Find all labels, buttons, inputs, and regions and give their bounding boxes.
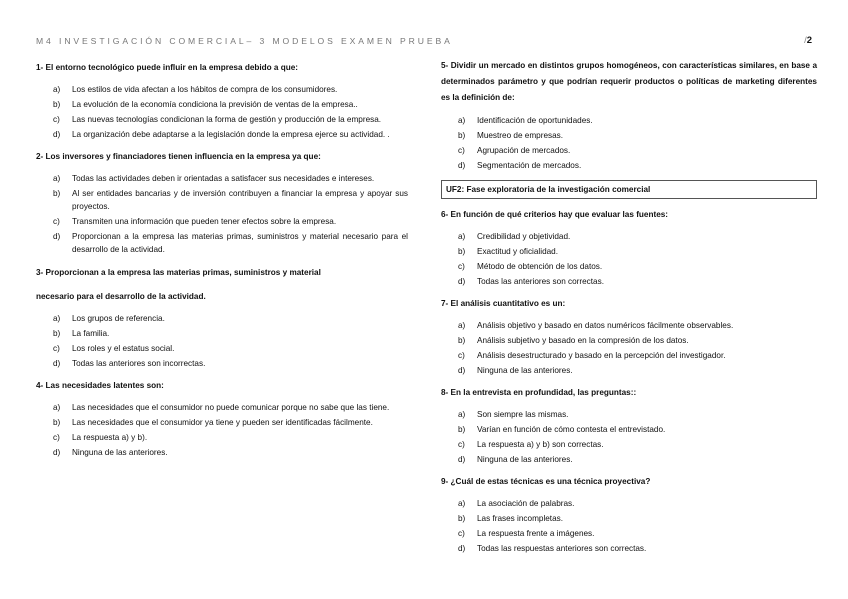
option-letter: a) bbox=[53, 85, 61, 94]
option-text: Todas las anteriores son incorrectas. bbox=[72, 359, 206, 368]
option-letter: a) bbox=[458, 116, 466, 125]
option-letter: b) bbox=[458, 131, 466, 140]
option-letter: b) bbox=[458, 336, 466, 345]
option-text: Análisis objetivo y basado en datos numéricos fácilmente observables. bbox=[477, 321, 734, 330]
option-text: Análisis desestructurado y basado en la percepción del investigador. bbox=[477, 351, 726, 360]
option-text: Transmiten una información que pueden tener efectos sobre la empresa. bbox=[72, 217, 337, 226]
option-letter: a) bbox=[458, 232, 466, 241]
option-8a bbox=[441, 408, 817, 421]
question-2-options bbox=[36, 172, 408, 256]
question-5: 5- Dividir un mercado en distintos grupos homogéneos, con características similares, en base a determinados parámetro y que podrían requerir productos o políticas de marketing diferentes es la definición de: bbox=[441, 61, 817, 102]
option-letter: d) bbox=[53, 359, 61, 368]
section-heading-uf2: UF2: Fase exploratoria de la investigación comercial bbox=[441, 180, 817, 199]
left-column bbox=[36, 61, 408, 459]
option-6d bbox=[441, 275, 817, 288]
option-letter: a) bbox=[458, 410, 466, 419]
option-text: Los estilos de vida afectan a los hábitos de compra de los consumidores. bbox=[72, 85, 338, 94]
page-header bbox=[36, 36, 812, 50]
option-letter: a) bbox=[53, 403, 61, 412]
option-text: La asociación de palabras. bbox=[477, 499, 575, 508]
option-letter: a) bbox=[53, 314, 61, 323]
option-letter: c) bbox=[53, 433, 60, 442]
option-letter: d) bbox=[53, 130, 61, 139]
option-text: Proporcionan a la empresa las materias primas, suministros y material necesario para el desarrollo de la actividad. bbox=[72, 232, 408, 254]
option-letter: b) bbox=[458, 425, 466, 434]
option-text: Los roles y el estatus social. bbox=[72, 344, 175, 353]
option-8c bbox=[441, 438, 817, 451]
option-7c bbox=[441, 349, 817, 362]
option-text: Son siempre las mismas. bbox=[477, 410, 569, 419]
question-9-options bbox=[441, 497, 817, 555]
option-letter: d) bbox=[53, 448, 61, 457]
option-letter: b) bbox=[458, 514, 466, 523]
option-2c bbox=[36, 215, 408, 228]
option-text: Segmentación de mercados. bbox=[477, 161, 582, 170]
question-6: 6- En función de qué criterios hay que evaluar las fuentes: bbox=[441, 210, 669, 219]
option-8b bbox=[441, 423, 817, 436]
option-9b bbox=[441, 512, 817, 525]
option-2a bbox=[36, 172, 408, 185]
option-text: Las frases incompletas. bbox=[477, 514, 564, 523]
question-7: 7- El análisis cuantitativo es un: bbox=[441, 299, 566, 308]
question-3-options bbox=[36, 312, 408, 370]
option-3a bbox=[36, 312, 408, 325]
option-text: La organización debe adaptarse a la legislación donde la empresa ejerce su actividad. . bbox=[72, 130, 390, 139]
option-5d bbox=[441, 159, 817, 172]
question-8-options bbox=[441, 408, 817, 466]
option-letter: d) bbox=[458, 366, 466, 375]
option-letter: c) bbox=[458, 351, 465, 360]
question-3-line-1: 3- Proporcionan a la empresa las materias primas, suministros y material bbox=[36, 268, 321, 277]
option-text: Todas las anteriores son correctas. bbox=[477, 277, 604, 286]
question-4: 4- Las necesidades latentes son: bbox=[36, 381, 164, 390]
option-letter: d) bbox=[53, 232, 61, 241]
question-4-options bbox=[36, 401, 408, 459]
option-text: Las necesidades que el consumidor ya tiene y pueden ser identificadas fácilmente. bbox=[72, 418, 373, 427]
option-9d bbox=[441, 542, 817, 555]
option-7a bbox=[441, 319, 817, 332]
option-text: Todas las respuestas anteriores son correctas. bbox=[477, 544, 647, 553]
option-4d bbox=[36, 446, 408, 459]
option-text: La evolución de la economía condiciona la previsión de ventas de la empresa.. bbox=[72, 100, 358, 109]
option-text: La respuesta a) y b). bbox=[72, 433, 148, 442]
question-7-options bbox=[441, 319, 817, 377]
option-letter: a) bbox=[458, 499, 466, 508]
option-text: Método de obtención de los datos. bbox=[477, 262, 603, 271]
option-letter: b) bbox=[458, 247, 466, 256]
option-letter: a) bbox=[458, 321, 466, 330]
option-letter: d) bbox=[458, 277, 466, 286]
option-letter: b) bbox=[53, 418, 61, 427]
option-text: Varían en función de cómo contesta el entrevistado. bbox=[477, 425, 666, 434]
option-2b bbox=[36, 187, 408, 213]
question-8: 8- En la entrevista en profundidad, las preguntas:: bbox=[441, 388, 637, 397]
option-letter: c) bbox=[458, 529, 465, 538]
option-letter: d) bbox=[458, 544, 466, 553]
option-2d bbox=[36, 230, 408, 256]
option-text: Exactitud y oficialidad. bbox=[477, 247, 559, 256]
question-6-options bbox=[441, 230, 817, 288]
option-text: La respuesta frente a imágenes. bbox=[477, 529, 595, 538]
option-3d bbox=[36, 357, 408, 370]
option-letter: b) bbox=[53, 100, 61, 109]
option-text: La respuesta a) y b) son correctas. bbox=[477, 440, 604, 449]
question-5-options bbox=[441, 114, 817, 172]
option-text: Muestreo de empresas. bbox=[477, 131, 564, 140]
option-letter: c) bbox=[458, 262, 465, 271]
option-3c bbox=[36, 342, 408, 355]
option-letter: d) bbox=[458, 455, 466, 464]
option-text: Ninguna de las anteriores. bbox=[477, 455, 573, 464]
page-number bbox=[804, 35, 812, 46]
option-text: Al ser entidades bancarias y de inversión contribuyen a financiar la empresa y apoyar sus proyectos. bbox=[72, 189, 408, 211]
page-number-value: 2 bbox=[806, 35, 812, 46]
option-4b bbox=[36, 416, 408, 429]
option-9a bbox=[441, 497, 817, 510]
option-1d bbox=[36, 128, 408, 141]
option-6c bbox=[441, 260, 817, 273]
right-column bbox=[441, 61, 817, 555]
page-slash: / bbox=[804, 35, 807, 46]
question-2: 2- Los inversores y financiadores tienen influencia en la empresa ya que: bbox=[36, 152, 321, 161]
option-text: Identificación de oportunidades. bbox=[477, 116, 593, 125]
option-7b bbox=[441, 334, 817, 347]
option-letter: c) bbox=[53, 344, 60, 353]
question-1: 1- El entorno tecnológico puede influir en la empresa debido a que: bbox=[36, 63, 299, 72]
option-letter: d) bbox=[458, 161, 466, 170]
option-1c bbox=[36, 113, 408, 126]
option-8d bbox=[441, 453, 817, 466]
option-6a bbox=[441, 230, 817, 243]
option-letter: c) bbox=[458, 146, 465, 155]
option-5a bbox=[441, 114, 817, 127]
option-text: Ninguna de las anteriores. bbox=[477, 366, 573, 375]
question-3-line-2: necesario para el desarrollo de la actividad. bbox=[36, 292, 206, 301]
question-1-options bbox=[36, 83, 408, 141]
option-text: Las nuevas tecnologías condicionan la forma de gestión y producción de la empresa. bbox=[72, 115, 382, 124]
option-letter: c) bbox=[53, 115, 60, 124]
option-9c bbox=[441, 527, 817, 540]
option-text: Agrupación de mercados. bbox=[477, 146, 571, 155]
option-text: Todas las actividades deben ir orientadas a satisfacer sus necesidades e intereses. bbox=[72, 174, 375, 183]
option-1a bbox=[36, 83, 408, 96]
option-letter: b) bbox=[53, 189, 61, 198]
option-4a bbox=[36, 401, 408, 414]
option-5c bbox=[441, 144, 817, 157]
option-letter: c) bbox=[458, 440, 465, 449]
option-text: La familia. bbox=[72, 329, 110, 338]
option-letter: b) bbox=[53, 329, 61, 338]
option-letter: c) bbox=[53, 217, 60, 226]
option-5b bbox=[441, 129, 817, 142]
option-text: Las necesidades que el consumidor no puede comunicar porque no sabe que las tiene. bbox=[72, 403, 390, 412]
option-text: Ninguna de las anteriores. bbox=[72, 448, 168, 457]
question-9: 9- ¿Cuál de estas técnicas es una técnica proyectiva? bbox=[441, 477, 651, 486]
option-7d bbox=[441, 364, 817, 377]
option-letter: a) bbox=[53, 174, 61, 183]
option-text: Análisis subjetivo y basado en la compresión de los datos. bbox=[477, 336, 689, 345]
option-3b bbox=[36, 327, 408, 340]
option-1b bbox=[36, 98, 408, 111]
document-title: M4 INVESTIGACIÓN COMERCIAL– 3 MODELOS EXAMEN PRUEBA bbox=[36, 36, 453, 46]
option-6b bbox=[441, 245, 817, 258]
option-text: Credibilidad y objetividad. bbox=[477, 232, 571, 241]
option-4c bbox=[36, 431, 408, 444]
option-text: Los grupos de referencia. bbox=[72, 314, 165, 323]
